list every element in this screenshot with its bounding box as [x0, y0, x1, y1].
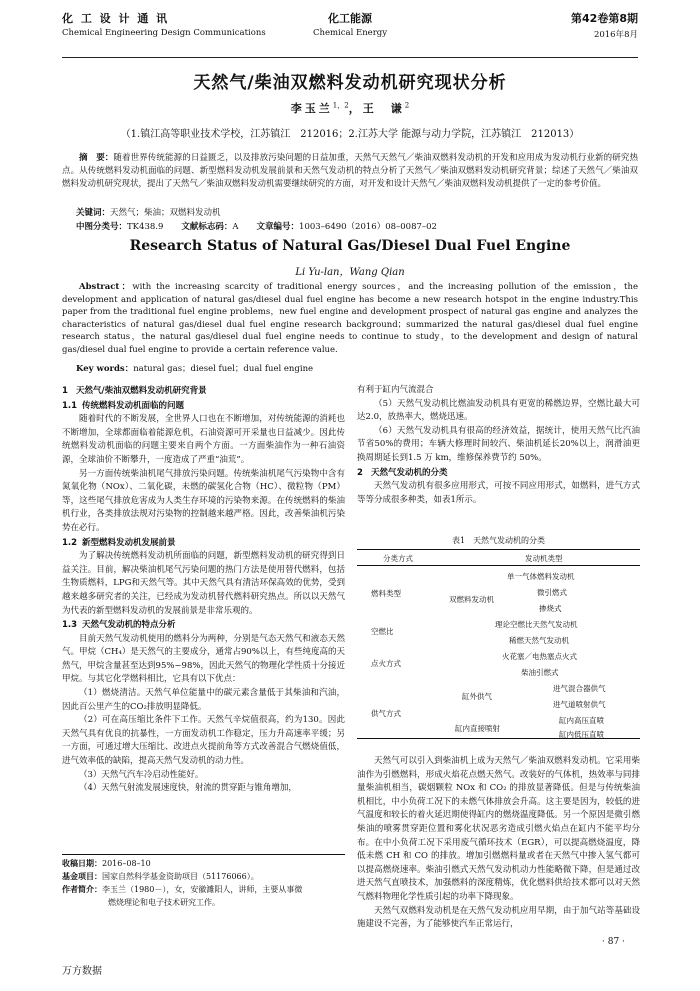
table-caption: 表1 天然气发动机的分类 — [451, 536, 546, 545]
fund-project: 基金项目：国家自然科学基金资助项目（51176066）。 — [62, 871, 259, 881]
table-cell: 供气方式 — [371, 709, 401, 718]
paper-title: 天然气/柴油双燃料发动机研究现状分析 — [193, 73, 507, 93]
author-bio-cont: 燃烧理论和电子技术研究工作。 — [108, 898, 220, 907]
paragraph: 目前天然气发动机使用的燃料分为两种，分别是气态天然气和液态天然气。甲烷（CH₄）是天然气的主要成分，通常占90%以上，有些纯度高的天然气，甲烷含量甚至达到95%~98%，因此天然气的物理化学性质十分接近甲烷。与其它化学燃料相比，它具有以下优点： — [62, 633, 345, 685]
abstract-en-label: Abstract： — [79, 282, 133, 292]
author-affil-mark: 2 — [404, 101, 410, 110]
author-bio: 作者简介：李玉兰（1980－），女，安徽濉阳人，讲师，主要从事微 — [62, 884, 303, 894]
page-number: · 87 · — [602, 937, 625, 947]
article-id-value: 1003–6490（2016）08–0087–02 — [299, 222, 437, 232]
table-header-row — [357, 550, 640, 566]
subsection-heading: 1.3 天然气发动机的特点分析 — [62, 620, 176, 631]
abstract-cn-text: 随着世界传统能源的日益匮乏，以及排放污染问题的日益加重，天然气天然气／柴油双燃料发动机的开发和应用成为发动机行业新的研究热点。从传统燃料发动机面临的问题、新型燃料发动机发展前景和天然气发动机的特点分析了天然气／柴油双燃料发动机研究背景；综述了天然气／柴油双燃料发动机研究现状，提出了天然气／柴油双燃料发动机需要继续研究的方面，对开发和设计天然气／柴油双燃料发动机提供了一定的参考价值。 — [62, 153, 638, 189]
section-name-en: Chemical Energy — [312, 28, 388, 38]
table-body — [357, 549, 640, 739]
table-header-cell: 发动机类型 — [525, 554, 563, 563]
author-separator: ， — [348, 102, 363, 115]
section-name-cn: 化工能源 — [328, 12, 372, 25]
received-date: 收稿日期：2016–08–10 — [62, 858, 151, 868]
abstract-cn — [62, 152, 638, 191]
clc-label: 中图分类号： — [76, 222, 128, 232]
paragraph: 天然气可以引入到柴油机上成为天然气／柴油双燃料发动机。它采用柴油作为引燃燃料，形成火焰花点燃天然气。改装好的气体机，热效率与同排量柴油机相当，碳烟颗粒 NOx 和 CO₂ 的排放显著降低。但是与传统柴油机相比，中小负荷工况下的未燃气体排放会升高。这主要是因为，较低的进气温度和较长的着火延迟期使得缸内的燃烧温度降低。另一个原因是微引燃柴油的喷雾贯穿距位置和雾化状况恶劣造成引燃火焰点在缸内不能平均分布。在中小负荷工况下采用废气循环技术（EGR），可以提高燃烧温度，降低未燃 CH 和 CO 的排放。增加引燃燃料量或者在天然气中掺入氢气都可以提高燃烧速率。柴油引燃式天然气发动机动力性能略微下降，但是通过改进天然气直喷技术，加强燃料的深度精炼，优化燃料供给技术都可以对天然气燃料物理化学性质引起的功率下降现象。 — [357, 756, 640, 902]
paragraph: 为了解决传统燃料发动机所面临的问题，新型燃料发动机的研究得到日益关注。目前，解决柴油机尾气污染问题的热门方法是使用替代燃料，包括生物质燃料，LPG和天然气等。其中天然气具有清洁环保高效的优势，受到越来越多研究者的关注，已经成为发动机替代燃料研究热点。所以以天然气为代表的新型燃料发动机的发展前景是非常乐观的。 — [62, 551, 345, 616]
subsection-heading: 1.2 新型燃料发动机发展前景 — [62, 537, 176, 548]
paragraph: 另一方面传统柴油机尾气排放污染问题。传统柴油机尾气污染物中含有氮氧化物（NOx）、二氧化碳，未燃的碳氢化合物（HC）、微粒物（PM）等，这些尾气排放危害成为人类生存环境的污染物来源。在传统燃料的柴油机行业，各类排放法规对污染物的控制越来越严格。因此，改善柴油机污染势在必行。 — [62, 468, 345, 533]
header-rule — [62, 57, 638, 58]
table-cell: 理论空燃比天然气发动机 — [495, 620, 578, 629]
section-heading: 1 天然气/柴油双燃料发动机研究背景 — [62, 386, 207, 396]
running-header — [62, 10, 638, 54]
table-cell: 稀燃天然气发动机 — [509, 636, 569, 645]
article-id-label: 文章编号： — [256, 222, 300, 232]
volume-issue: 第42卷第8期 — [571, 12, 638, 25]
table-cell: 缸外供气 — [462, 692, 492, 701]
author-affil-mark: 1，2 — [332, 101, 349, 110]
right-column-top — [357, 384, 640, 507]
table-cell: 火花塞／电热塞点火式 — [502, 652, 577, 661]
paragraph: 天然气双燃料发动机是在天然气发动机应用早期，由于加气站等基础设施建设不完善，为了能够使汽车正常运行， — [357, 905, 640, 930]
paper-title-en: Research Status of Natural Gas/Diesel Dual Fuel Engine — [129, 238, 571, 254]
table-cell: 单一气体燃料发动机 — [507, 572, 575, 581]
list-item: （5）天然气发动机比燃油发动机具有更宽的稀燃边界，空燃比最大可达2.0，放热率大，燃烧迅速。 — [357, 398, 640, 423]
table-cell: 缸内直接喷射 — [455, 724, 500, 733]
subsection-heading: 1.1 传统燃料发动机面临的问题 — [62, 400, 185, 411]
author-name: 李玉兰 — [290, 102, 333, 115]
issue-date: 2016年8月 — [593, 30, 638, 40]
keywords-en-text: natural gas；diesel fuel；dual fuel engine — [133, 364, 314, 374]
table-cell: 双燃料发动机 — [449, 595, 494, 604]
section-heading: 2 天然气发动机的分类 — [357, 467, 448, 478]
list-item: （1）燃烧清洁。天然气单位能量中的碳元素含量低于其柴油和汽油，因此百公里产生的CO₂排放明显降低。 — [62, 688, 345, 712]
left-column — [62, 384, 345, 796]
journal-name-cn: 化 工 设 计 通 讯 — [62, 12, 170, 25]
doc-code-label: 文献标志码： — [181, 222, 233, 232]
journal-name-en: Chemical Engineering Design Communications — [62, 28, 266, 38]
keywords-cn-label: 关键词： — [76, 208, 111, 218]
doc-code-value: A — [232, 222, 239, 232]
paragraph: 天然气发动机有很多应用形式，可按不同应用形式，如燃料，进气方式等等分成很多种类，如表1所示。 — [357, 481, 640, 505]
keywords-cn — [76, 206, 638, 218]
table-cell: 进气混合器供气 — [553, 684, 606, 693]
table-cell: 燃料类型 — [371, 589, 401, 598]
right-column-bottom — [357, 755, 640, 932]
authors-en: Li Yu-lan，Wang Qian — [295, 267, 405, 278]
table-cell: 微引燃式 — [537, 588, 567, 597]
section-name-block — [62, 10, 638, 38]
paragraph: 随着时代的不断发展，全世界人口也在不断增加，对传统能源的消耗也不断增加，全球都面临着能源危机，石油资源可开采量也日益减少。因此传统燃料发动机面临的问题主要来自两个方面。一方面柴油作为一种石油资源，全球油价不断攀升，一度造成了严重“油荒”。 — [62, 414, 345, 465]
keywords-cn-text: 天然气；柴油；双燃料发动机 — [110, 208, 221, 218]
clc-value: TK438.9 — [127, 222, 164, 232]
abstract-en-text: with the increasing scarcity of traditional energy sources，and the increasing pollution of the emission，the development and application of natural gas/diesel dual fuel engine has become a new research hotspot in the engine industry.This paper from the traditional fuel engine problems，new fuel engine and development prospect of natural gas engine and analyzes the characteristics of natural gas/diesel dual fuel engine research background；summarized the natural gas/diesel dual fuel engine research status，the natural gas/diesel dual fuel engine needs to continue to study，to the development and design of natural gas/diesel dual fuel engine to provide a certain reference value. — [62, 282, 638, 355]
footnotes — [62, 854, 345, 909]
abstract-en — [62, 281, 638, 357]
list-item: （3）天然气汽车冷启动性能好。 — [79, 769, 204, 780]
table-cell: 柴油引燃式 — [521, 668, 559, 677]
table-cell: 掺烧式 — [539, 604, 562, 613]
list-item: （4）天然气射流发展速度快，射流的贯穿距与锥角增加， — [79, 783, 297, 794]
table-cell: 空燃比 — [371, 627, 394, 636]
keywords-en — [76, 362, 638, 374]
author-name: 王 谦 — [362, 102, 405, 115]
table-cell: 缸内低压直喷 — [559, 730, 604, 739]
list-item: （2）可在高压缩比条件下工作。天然气辛烷值很高，约为130。因此天然气具有优良的抗暴性，一方面发动机工作稳定，压力升高速率平缓；另一方面，可通过增大压缩比、改进点火提前角等方式改善混合气燃烧值低，进气效率低的缺陷，提高天然气发动机的动力性。 — [62, 715, 345, 767]
table-header-cell: 分类方式 — [383, 554, 413, 563]
classification-table — [357, 535, 640, 739]
paragraph: 有利于缸内气流混合 — [357, 385, 434, 395]
issue-block — [571, 10, 638, 40]
table-cell: 进气道喷射供气 — [553, 700, 606, 709]
classification-line — [76, 220, 638, 232]
table-cell: 点火方式 — [371, 659, 401, 668]
affiliation: （1.镇江高等职业技术学校，江苏镇江 212016；2.江苏大学 能源与动力学院，江苏镇江 212013） — [120, 129, 580, 140]
author-list — [62, 100, 638, 116]
keywords-en-label: Key words： — [76, 364, 134, 374]
footer-watermark: 万方数据 — [62, 966, 102, 977]
list-item: （6）天然气发动机具有很高的经济效益，据统计，使用天然气比汽油节省50%的费用；车辆大修理时间较汽、柴油机延长20%以上，润滑油更换周期延长到1.5 万 km，维修保养费节约 50%。 — [357, 425, 640, 463]
abstract-cn-label: 摘 要： — [79, 153, 114, 163]
table-cell: 缸内高压直喷 — [559, 716, 604, 725]
